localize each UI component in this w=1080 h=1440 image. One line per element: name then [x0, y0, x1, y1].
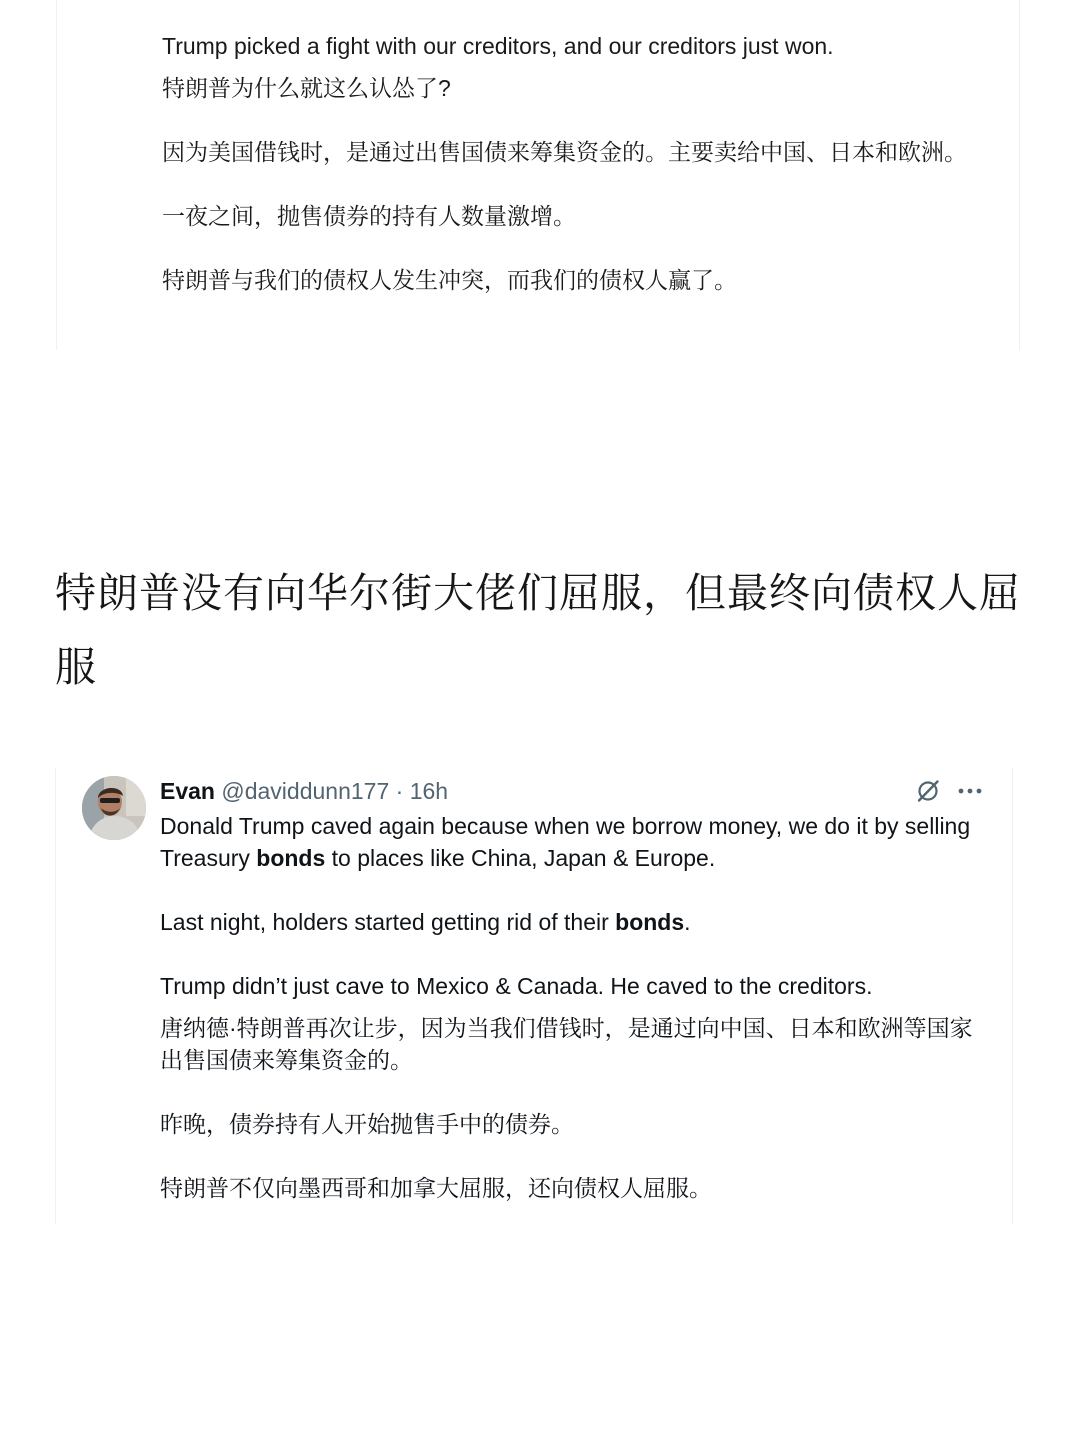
avatar-photo: [82, 776, 146, 840]
more-icon[interactable]: [955, 776, 985, 806]
top-tweet-translation-overnight: 一夜之间，抛售债券的持有人数量激增。: [162, 203, 576, 229]
top-tweet-translation-reason: 因为美国借钱时，是通过出售国债来筹集资金的。主要卖给中国、日本和欧洲。: [162, 139, 967, 165]
top-tweet-translation-question: 特朗普为什么就这么认怂了?: [162, 75, 451, 101]
avatar[interactable]: [82, 776, 146, 840]
top-tweet-text: [162, 30, 972, 296]
tweet-translation-3: 特朗普不仅向墨西哥和加拿大屈服，还向债权人屈服。: [160, 1175, 712, 1201]
tweet-paragraph-2: Last night, holders started getting rid of their bonds.: [160, 909, 691, 935]
top-tweet-card: [56, 0, 1020, 350]
bonds-keyword: bonds: [256, 845, 326, 871]
tweet-paragraph-1: Donald Trump caved again because when we borrow money, we do it by selling Treasury bonds to places like China, Japan & Europe.: [160, 813, 971, 871]
tweet-paragraph-3: Trump didn’t just cave to Mexico & Canada. He caved to the creditors.: [160, 973, 873, 999]
page-headline: 特朗普没有向华尔街大佬们屈服，但最终向债权人屈服: [55, 569, 1021, 691]
top-tweet-translation-conclusion: 特朗普与我们的债权人发生冲突，而我们的债权人赢了。: [162, 267, 737, 293]
tweet-translation-2: 昨晚，债券持有人开始抛售手中的债券。: [160, 1111, 574, 1137]
tweet-card: [55, 768, 1013, 1224]
author-name[interactable]: Evan: [160, 778, 215, 804]
meta-separator: ·: [389, 778, 410, 804]
tweet-translation-1: 唐纳德·特朗普再次让步，因为当我们借钱时，是通过向中国、日本和欧洲等国家出售国债来筹集资金的。: [160, 1015, 973, 1073]
author-handle[interactable]: @daviddunn177: [221, 778, 390, 804]
tweet-body: [160, 810, 990, 1204]
tweet-header: [160, 776, 448, 806]
grok-icon[interactable]: [913, 776, 943, 806]
tweet-timestamp[interactable]: 16h: [409, 778, 449, 804]
bonds-keyword: bonds: [615, 909, 685, 935]
top-tweet-english: Trump picked a fight with our creditors, and our creditors just won.: [162, 33, 834, 59]
